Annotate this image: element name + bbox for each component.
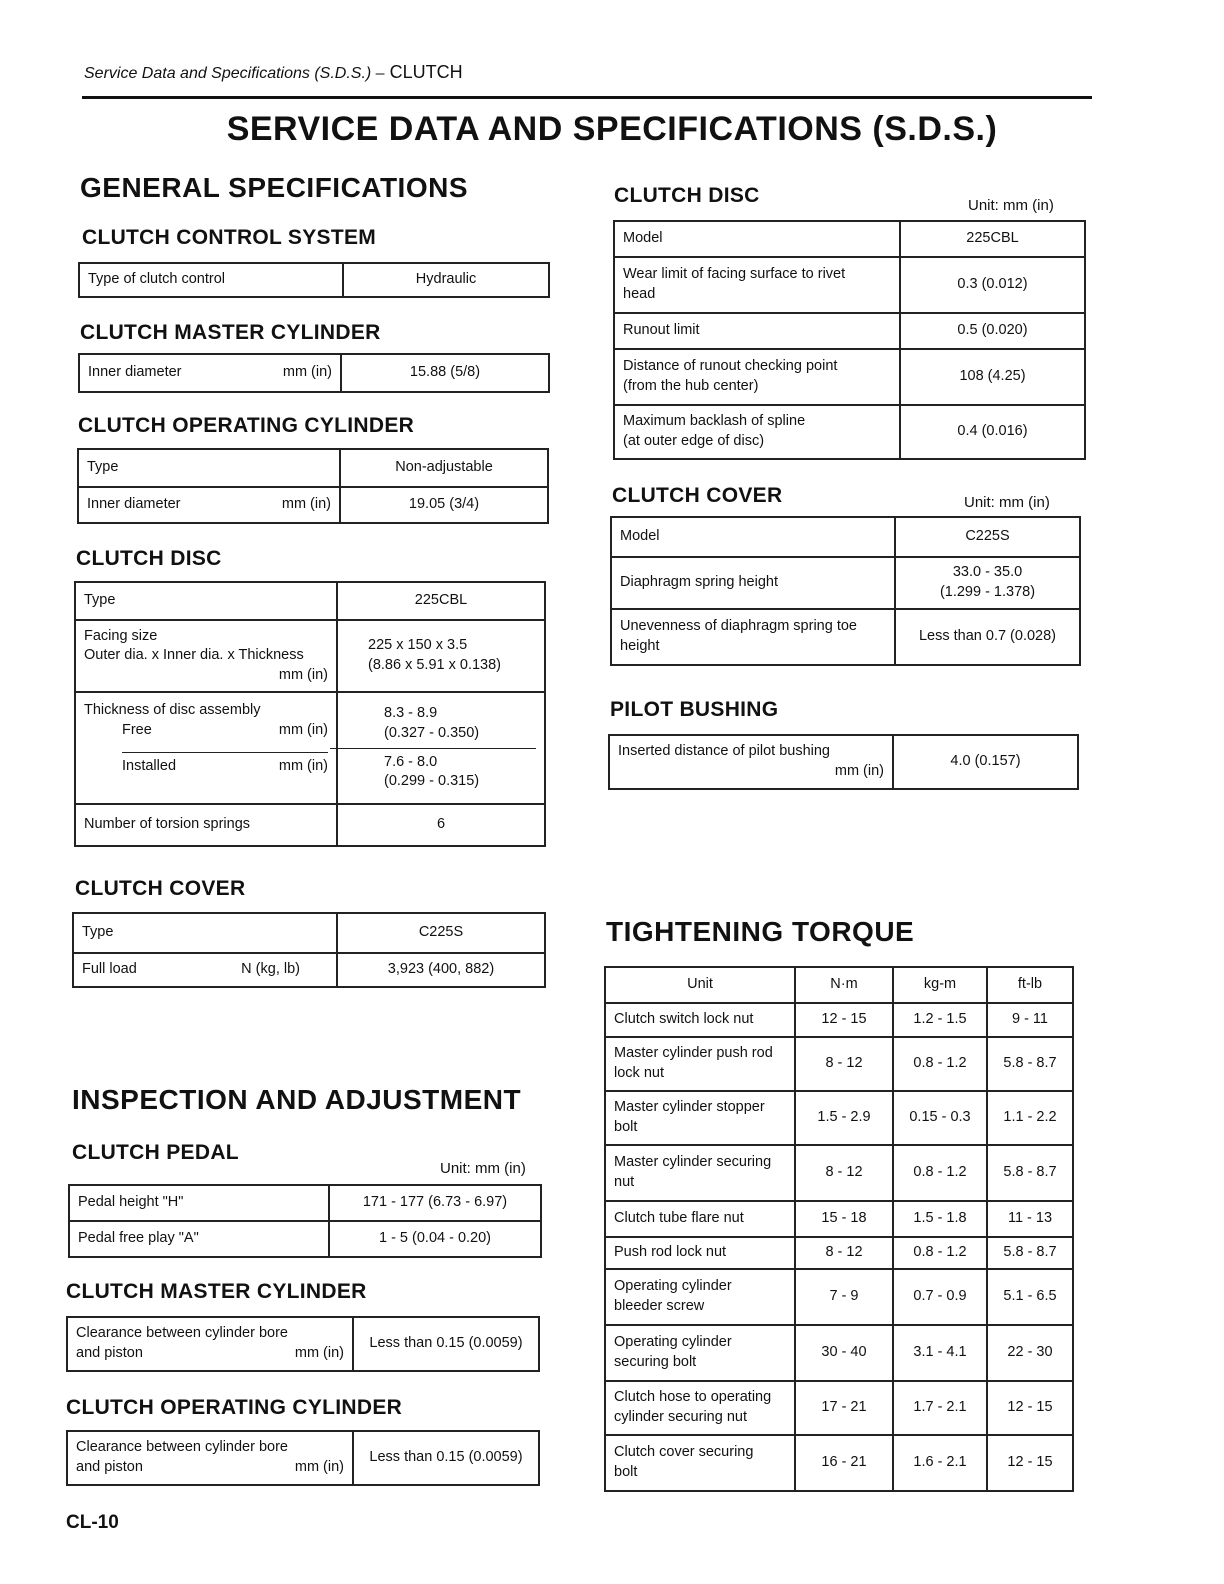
torque-item-label-2: cylinder securing nut — [614, 1409, 747, 1425]
torque-item-label-2: securing bolt — [614, 1354, 697, 1370]
wear-limit-label-2: head — [623, 286, 656, 302]
torque-kgm-value: 1.7 - 2.1 — [893, 1381, 987, 1435]
torque-item-label: Master cylinder stopper — [614, 1099, 765, 1116]
runout-point-label: Distance of runout checking point — [623, 358, 838, 375]
unevenness-value: Less than 0.7 (0.028) — [895, 609, 1080, 665]
pedal-height-value: 171 - 177 (6.73 - 6.97) — [329, 1185, 541, 1221]
master-diameter-unit: mm (in) — [282, 364, 332, 381]
inspection-operating-cylinder-heading: CLUTCH OPERATING CYLINDER — [66, 1396, 403, 1419]
torque-nm-value: 1.5 - 2.9 — [795, 1091, 893, 1145]
torque-item-label-2: bolt — [614, 1464, 638, 1480]
wear-limit-cell — [614, 257, 900, 313]
general-specifications-heading: GENERAL SPECIFICATIONS — [80, 172, 469, 203]
master-diameter-cell — [79, 354, 341, 392]
running-header-italic: Service Data and Specifications (S.D.S.) – — [84, 65, 385, 82]
clutch-pedal-heading: CLUTCH PEDAL — [72, 1141, 239, 1164]
clutch-cover-heading: CLUTCH COVER — [75, 877, 246, 900]
free-unit: mm (in) — [278, 721, 328, 738]
runout-point-cell — [614, 349, 900, 405]
disc-model-value: 225CBL — [900, 221, 1085, 257]
clutch-operating-cylinder-heading: CLUTCH OPERATING CYLINDER — [78, 414, 415, 437]
installed-value-in: (0.299 - 0.315) — [384, 773, 480, 790]
operating-clearance-label-2: and piston — [76, 1459, 143, 1475]
torque-nm-value: 7 - 9 — [795, 1269, 893, 1325]
clutch-master-cylinder-heading: CLUTCH MASTER CYLINDER — [80, 321, 381, 344]
right-clutch-disc-unit: Unit: mm (in) — [968, 197, 1054, 214]
facing-size-value-cell — [337, 620, 545, 692]
torque-ftlb-value: 5.8 - 8.7 — [987, 1145, 1073, 1201]
torque-ftlb-value: 1.1 - 2.2 — [987, 1091, 1073, 1145]
wear-limit-value: 0.3 (0.012) — [900, 257, 1085, 313]
torque-kgm-value: 0.8 - 1.2 — [893, 1037, 987, 1091]
master-clearance-value: Less than 0.15 (0.0059) — [353, 1317, 539, 1371]
torque-item-label: Clutch switch lock nut — [614, 1011, 754, 1028]
runout-limit-value: 0.5 (0.020) — [900, 313, 1085, 349]
spline-backlash-cell — [614, 405, 900, 459]
operating-diameter-unit: mm (in) — [281, 496, 331, 513]
spline-backlash-label: Maximum backlash of spline — [623, 413, 806, 430]
torque-nm-value: 8 - 12 — [795, 1037, 893, 1091]
wear-limit-label: Wear limit of facing surface to rivet — [623, 266, 846, 283]
unevenness-label: Unevenness of diaphragm spring toe — [620, 618, 857, 635]
facing-size-value-in: (8.86 x 5.91 x 0.138) — [368, 657, 501, 673]
torque-ftlb-value: 5.8 - 8.7 — [987, 1037, 1073, 1091]
torque-ftlb-value: 12 - 15 — [987, 1381, 1073, 1435]
spline-backlash-label-2: (at outer edge of disc) — [623, 433, 765, 449]
torque-item-label: Operating cylinder — [614, 1334, 732, 1351]
torque-kgm-value: 3.1 - 4.1 — [893, 1325, 987, 1381]
clutch-pedal-unit: Unit: mm (in) — [440, 1160, 526, 1177]
clutch-disc-table — [74, 581, 546, 847]
pilot-distance-cell — [609, 735, 893, 789]
torque-item-cell — [605, 1091, 795, 1145]
right-clutch-disc-heading: CLUTCH DISC — [614, 184, 760, 207]
full-load-label: Full load — [82, 961, 137, 978]
inspection-operating-table — [66, 1430, 540, 1486]
installed-label: Installed — [122, 758, 177, 775]
torque-ftlb-value: 5.1 - 6.5 — [987, 1269, 1073, 1325]
clutch-control-table — [78, 262, 550, 298]
disc-thickness-cell — [75, 692, 337, 804]
torque-item-cell — [605, 1201, 795, 1237]
torque-item-cell — [605, 1381, 795, 1435]
torque-kgm-value: 0.8 - 1.2 — [893, 1145, 987, 1201]
torsion-springs-value: 6 — [337, 804, 545, 846]
runout-limit-label: Runout limit — [614, 313, 900, 349]
torque-item-label: Clutch tube flare nut — [614, 1210, 744, 1227]
master-cylinder-table — [78, 353, 550, 393]
pilot-distance-unit: mm (in) — [834, 763, 884, 779]
running-header — [84, 62, 463, 83]
clutch-control-system-heading: CLUTCH CONTROL SYSTEM — [82, 226, 377, 249]
master-clearance-unit: mm (in) — [294, 1345, 344, 1361]
runout-point-label-2: (from the hub center) — [623, 378, 759, 394]
torque-nm-value: 8 - 12 — [795, 1145, 893, 1201]
facing-size-dimensions-label: Outer dia. x Inner dia. x Thickness — [84, 647, 304, 664]
master-clearance-cell — [67, 1317, 353, 1371]
torque-row — [605, 1325, 1073, 1381]
torque-item-label-2: bleeder screw — [614, 1298, 705, 1314]
torque-item-cell — [605, 1145, 795, 1201]
operating-clearance-cell — [67, 1431, 353, 1485]
torque-item-label: Operating cylinder — [614, 1278, 732, 1295]
torque-nm-value: 30 - 40 — [795, 1325, 893, 1381]
torque-col-nm: N·m — [795, 967, 893, 1003]
torque-nm-value: 16 - 21 — [795, 1435, 893, 1491]
operating-clearance-unit: mm (in) — [294, 1459, 344, 1475]
torque-table — [604, 966, 1074, 1492]
torque-ftlb-value: 9 - 11 — [987, 1003, 1073, 1037]
disc-type-label: Type — [75, 582, 337, 620]
torque-item-label-2: nut — [614, 1174, 635, 1190]
disc-type-value: 225CBL — [337, 582, 545, 620]
torque-kgm-value: 1.6 - 2.1 — [893, 1435, 987, 1491]
facing-size-unit: mm (in) — [278, 666, 328, 683]
torque-row — [605, 1003, 1073, 1037]
torque-col-ftlb: ft-lb — [987, 967, 1073, 1003]
installed-unit: mm (in) — [278, 758, 328, 775]
clutch-cover-table — [72, 912, 546, 988]
torque-kgm-value: 0.7 - 0.9 — [893, 1269, 987, 1325]
torque-row — [605, 1381, 1073, 1435]
page-title: SERVICE DATA AND SPECIFICATIONS (S.D.S.) — [226, 110, 998, 148]
free-value-in: (0.327 - 0.350) — [384, 724, 480, 741]
inspection-adjustment-heading: INSPECTION AND ADJUSTMENT — [72, 1084, 522, 1115]
torque-item-cell — [605, 1435, 795, 1491]
operating-clearance-label: Clearance between cylinder bore — [76, 1439, 288, 1456]
torque-row — [605, 1037, 1073, 1091]
page-number: CL-10 — [66, 1512, 119, 1533]
full-load-unit: N (kg, lb) — [241, 961, 300, 978]
unevenness-label-2: height — [620, 638, 660, 654]
tightening-torque-heading: TIGHTENING TORQUE — [606, 916, 915, 947]
disc-thickness-label: Thickness of disc assembly — [84, 702, 261, 719]
free-label: Free — [122, 721, 152, 738]
torsion-springs-label: Number of torsion springs — [75, 804, 337, 846]
clutch-disc-heading: CLUTCH DISC — [76, 547, 222, 570]
master-diameter-value: 15.88 (5/8) — [341, 354, 549, 392]
torque-item-cell — [605, 1325, 795, 1381]
pilot-bushing-table — [608, 734, 1079, 790]
torque-item-label-2: lock nut — [614, 1065, 664, 1081]
torque-nm-value: 8 - 12 — [795, 1237, 893, 1269]
torque-item-label-2: bolt — [614, 1119, 638, 1135]
operating-type-value: Non-adjustable — [340, 449, 548, 487]
torque-item-cell — [605, 1003, 795, 1037]
torque-item-label: Master cylinder push rod — [614, 1045, 773, 1062]
torque-row — [605, 1091, 1073, 1145]
control-type-value: Hydraulic — [343, 263, 549, 297]
unevenness-cell — [611, 609, 895, 665]
torque-item-label: Master cylinder securing — [614, 1154, 772, 1171]
right-clutch-cover-unit: Unit: mm (in) — [964, 494, 1050, 511]
operating-cylinder-table — [77, 448, 549, 524]
torque-item-cell — [605, 1237, 795, 1269]
torque-item-cell — [605, 1269, 795, 1325]
torque-nm-value: 12 - 15 — [795, 1003, 893, 1037]
pilot-bushing-heading: PILOT BUSHING — [610, 698, 779, 721]
torque-row — [605, 1237, 1073, 1269]
torque-nm-value: 15 - 18 — [795, 1201, 893, 1237]
torque-item-label: Clutch cover securing — [614, 1444, 754, 1461]
torque-row — [605, 1145, 1073, 1201]
pilot-distance-label: Inserted distance of pilot bushing — [618, 743, 830, 760]
right-clutch-disc-table — [613, 220, 1086, 460]
installed-value-mm: 7.6 - 8.0 — [384, 753, 438, 770]
torque-row — [605, 1201, 1073, 1237]
torque-kgm-value: 1.5 - 1.8 — [893, 1201, 987, 1237]
full-load-value: 3,923 (400, 882) — [337, 953, 545, 987]
torque-ftlb-value: 11 - 13 — [987, 1201, 1073, 1237]
cover-model-value: C225S — [895, 517, 1080, 557]
cover-model-label: Model — [611, 517, 895, 557]
torque-item-cell — [605, 1037, 795, 1091]
torque-ftlb-value: 5.8 - 8.7 — [987, 1237, 1073, 1269]
master-clearance-label: Clearance between cylinder bore — [76, 1325, 288, 1342]
diaphragm-height-value-cell — [895, 557, 1080, 609]
pedal-free-play-value: 1 - 5 (0.04 - 0.20) — [329, 1221, 541, 1257]
cover-type-label: Type — [73, 913, 337, 953]
right-clutch-cover-heading: CLUTCH COVER — [612, 484, 783, 507]
torque-kgm-value: 0.8 - 1.2 — [893, 1237, 987, 1269]
operating-diameter-value: 19.05 (3/4) — [340, 487, 548, 523]
inspection-master-table — [66, 1316, 540, 1372]
header-rule — [82, 96, 1092, 99]
disc-model-label: Model — [614, 221, 900, 257]
diaphragm-height-label: Diaphragm spring height — [611, 557, 895, 609]
torque-col-kgm: kg-m — [893, 967, 987, 1003]
clutch-pedal-table — [68, 1184, 542, 1258]
runout-point-value: 108 (4.25) — [900, 349, 1085, 405]
torque-item-label: Clutch hose to operating — [614, 1389, 772, 1406]
cover-type-value: C225S — [337, 913, 545, 953]
operating-diameter-cell — [78, 487, 340, 523]
right-clutch-cover-table — [610, 516, 1081, 666]
torque-item-label: Push rod lock nut — [614, 1244, 727, 1261]
master-diameter-label: Inner diameter — [88, 364, 182, 381]
operating-diameter-label: Inner diameter — [87, 496, 181, 513]
operating-type-label: Type — [78, 449, 340, 487]
master-clearance-label-2: and piston — [76, 1345, 143, 1361]
torque-col-unit: Unit — [605, 967, 795, 1003]
facing-size-label: Facing size — [84, 627, 158, 644]
disc-thickness-value-cell — [337, 692, 545, 804]
operating-clearance-value: Less than 0.15 (0.0059) — [353, 1431, 539, 1485]
torque-ftlb-value: 22 - 30 — [987, 1325, 1073, 1381]
torque-row — [605, 1269, 1073, 1325]
torque-nm-value: 17 - 21 — [795, 1381, 893, 1435]
torque-row — [605, 1435, 1073, 1491]
running-header-section: CLUTCH — [389, 62, 463, 82]
torque-kgm-value: 0.15 - 0.3 — [893, 1091, 987, 1145]
diaphragm-height-value-in: (1.299 - 1.378) — [939, 584, 1036, 600]
torque-kgm-value: 1.2 - 1.5 — [893, 1003, 987, 1037]
facing-size-value-mm: 225 x 150 x 3.5 — [368, 637, 468, 654]
free-value-mm: 8.3 - 8.9 — [384, 705, 438, 722]
spline-backlash-value: 0.4 (0.016) — [900, 405, 1085, 459]
pilot-distance-value: 4.0 (0.157) — [893, 735, 1078, 789]
diaphragm-height-value-mm: 33.0 - 35.0 — [952, 564, 1023, 581]
facing-size-cell — [75, 620, 337, 692]
full-load-cell — [73, 953, 337, 987]
pedal-height-label: Pedal height "H" — [69, 1185, 329, 1221]
torque-ftlb-value: 12 - 15 — [987, 1435, 1073, 1491]
control-type-label: Type of clutch control — [79, 263, 343, 297]
inspection-master-cylinder-heading: CLUTCH MASTER CYLINDER — [66, 1280, 367, 1303]
pedal-free-play-label: Pedal free play "A" — [69, 1221, 329, 1257]
